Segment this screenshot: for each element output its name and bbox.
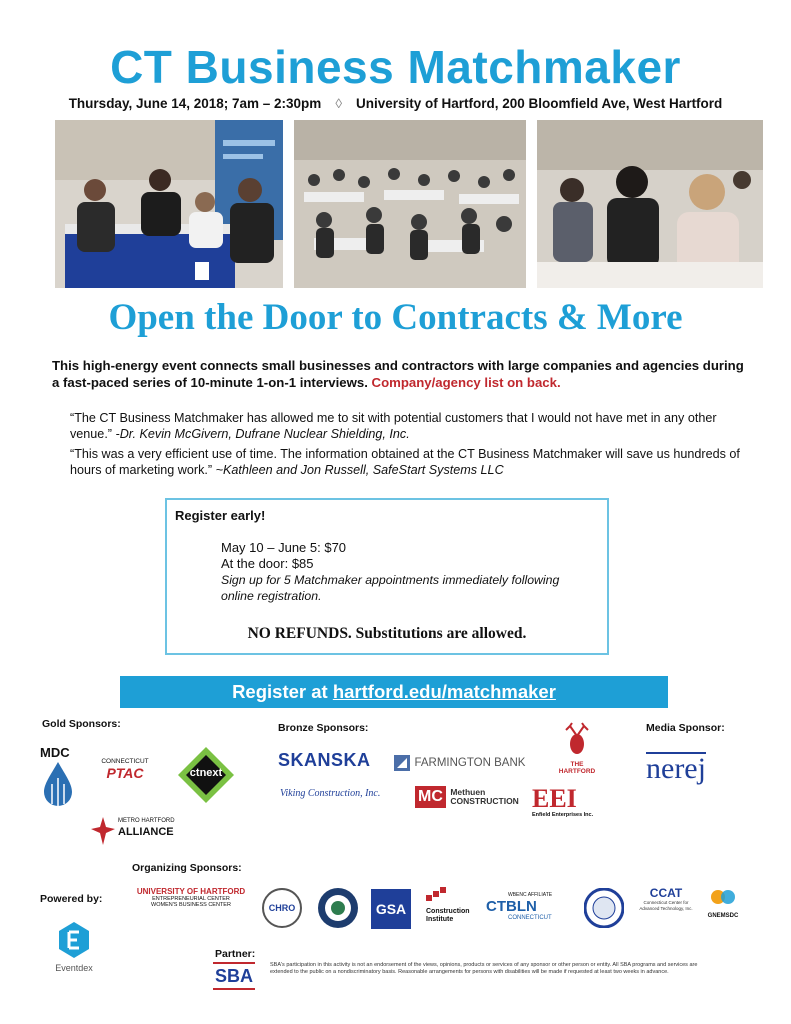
testimonial-text: “This was a very efficient use of time. The information obtained at the CT Business Matchmaker will save us hundreds of hours of marketing work.” — [70, 447, 740, 477]
event-photo-1 — [55, 120, 283, 288]
gsa-logo: GSA — [371, 889, 411, 929]
powered-by-label: Powered by: — [40, 893, 103, 905]
event-photo-2 — [294, 120, 526, 288]
ctbln-top-text: WBENC AFFILIATE — [508, 892, 553, 898]
ctbln-text: CTBLN — [486, 898, 537, 915]
uhart-logo — [132, 887, 250, 908]
testimonial-attribution: -Dr. Kevin McGivern, Dufrane Nuclear Shielding, Inc. — [115, 427, 410, 441]
register-banner — [120, 676, 668, 708]
register-prefix: Register at — [232, 681, 333, 702]
ptac-logo — [98, 758, 152, 781]
eventdex-icon — [59, 922, 89, 958]
state-seal-icon — [584, 888, 624, 933]
methuen-text: Methuen CONSTRUCTION — [450, 787, 519, 806]
alliance-text: ALLIANCE — [118, 826, 174, 838]
methuen-mark: MC — [415, 786, 446, 808]
ccat-text: CCAT — [649, 886, 683, 900]
partner-label: Partner: — [215, 948, 256, 960]
intro-text: This high-energy event connects small businesses and contractors with large companies and agencies during a fast-paced series of 10-minute 1-on-1 interviews. — [52, 358, 744, 390]
ptac-text: PTAC — [106, 765, 144, 781]
eventdex-text: Eventdex — [55, 963, 93, 973]
ctbln-logo — [486, 892, 576, 921]
ccat-logo — [636, 886, 696, 911]
the-hartford-logo — [552, 722, 602, 775]
star-icon — [90, 816, 116, 846]
organizing-sponsors-label: Organizing Sponsors: — [132, 862, 242, 874]
government-seal-icon — [317, 887, 359, 934]
registration-pricing — [221, 540, 581, 604]
eventdex-logo — [50, 922, 98, 973]
event-date-time: Thursday, June 14, 2018; 7am – 2:30pm — [68, 96, 322, 111]
ci-text: Construction Institute — [426, 908, 470, 923]
eei-logo — [532, 786, 612, 818]
ci-mark-icon — [426, 887, 446, 903]
alliance-top-text: METRO HARTFORD — [118, 818, 175, 824]
intro-paragraph — [52, 357, 752, 391]
gnemsdc-text: GNEMSDC — [707, 913, 739, 919]
mdc-logo — [40, 745, 78, 815]
viking-construction-logo: Viking Construction, Inc. — [280, 788, 381, 799]
ctnext-text: ctnext — [189, 767, 223, 779]
bronze-sponsors-label: Bronze Sponsors: — [278, 722, 369, 734]
ptac-top-text: CONNECTICUT — [101, 758, 149, 765]
uhart-sub-2: WOMEN'S BUSINESS CENTER — [151, 902, 231, 908]
uhart-text: UNIVERSITY OF HARTFORD — [136, 887, 246, 896]
ccat-sub-text: Connecticut Center for Advanced Technology, Inc. — [639, 900, 693, 911]
registration-note: Sign up for 5 Matchmaker appointments immediately following online registration. — [221, 573, 560, 603]
early-price: May 10 – June 5: $70 — [221, 540, 347, 555]
hartford-text: THE HARTFORD — [558, 761, 596, 775]
mdc-text: MDC — [40, 745, 70, 760]
farmington-bank-logo — [394, 754, 525, 772]
eei-text: EEI — [532, 784, 577, 813]
eei-sub-text: Enfield Enterprises Inc. — [532, 812, 594, 818]
media-sponsor-label: Media Sponsor: — [646, 722, 725, 734]
event-location: University of Hartford, 200 Bloomfield Ave, West Hartford — [355, 96, 723, 111]
stag-icon — [560, 722, 594, 756]
sba-logo: SBA — [213, 962, 255, 990]
gnemsdc-logo — [700, 886, 746, 919]
registration-heading: Register early! — [175, 508, 266, 523]
registration-box — [165, 498, 609, 655]
door-price: At the door: $85 — [221, 556, 314, 571]
gold-sponsors-label: Gold Sponsors: — [42, 718, 121, 730]
methuen-construction-logo — [415, 786, 519, 808]
farmington-mark-icon — [394, 755, 410, 771]
event-photo-3 — [537, 120, 763, 288]
ctbln-sub-text: CONNECTICUT — [508, 915, 552, 921]
chro-seal: CHRO — [262, 888, 302, 928]
page-title: CT Business Matchmaker — [110, 41, 681, 93]
farmington-text: FARMINGTON BANK — [414, 756, 526, 769]
construction-institute-logo — [426, 887, 476, 924]
gnemsdc-mark-icon — [708, 886, 738, 908]
testimonial-text: “The CT Business Matchmaker has allowed me to sit with potential customers that I would not have met in any other venue.” — [70, 411, 717, 441]
register-link[interactable]: hartford.edu/matchmaker — [332, 681, 556, 702]
water-drop-icon — [40, 760, 76, 810]
event-details — [0, 96, 791, 111]
uhart-sub-1: ENTREPRENEURIAL CENTER — [152, 896, 230, 902]
testimonial-1 — [70, 410, 750, 442]
tagline: Open the Door to Contracts & More — [108, 297, 683, 338]
testimonial-2 — [70, 446, 750, 478]
skanska-logo: SKANSKA — [278, 750, 371, 770]
sba-disclaimer: SBA's participation in this activity is not an endorsement of the views, opinions, products or services of any sponsor or other person or entity. All SBA programs and services are extended to the public on a nondiscriminatory basis. Reasonable arrangements for persons with disabilities will be made if requested at least two weeks in advance. — [270, 962, 698, 975]
separator-diamond: ◊ — [335, 96, 342, 111]
intro-highlight: Company/agency list on back. — [371, 375, 561, 390]
nerej-logo: nerej — [646, 752, 706, 785]
refund-policy: NO REFUNDS. Substitutions are allowed. — [247, 625, 527, 642]
testimonial-attribution: ~Kathleen and Jon Russell, SafeStart Systems LLC — [215, 463, 504, 477]
ctnext-logo — [176, 745, 236, 810]
